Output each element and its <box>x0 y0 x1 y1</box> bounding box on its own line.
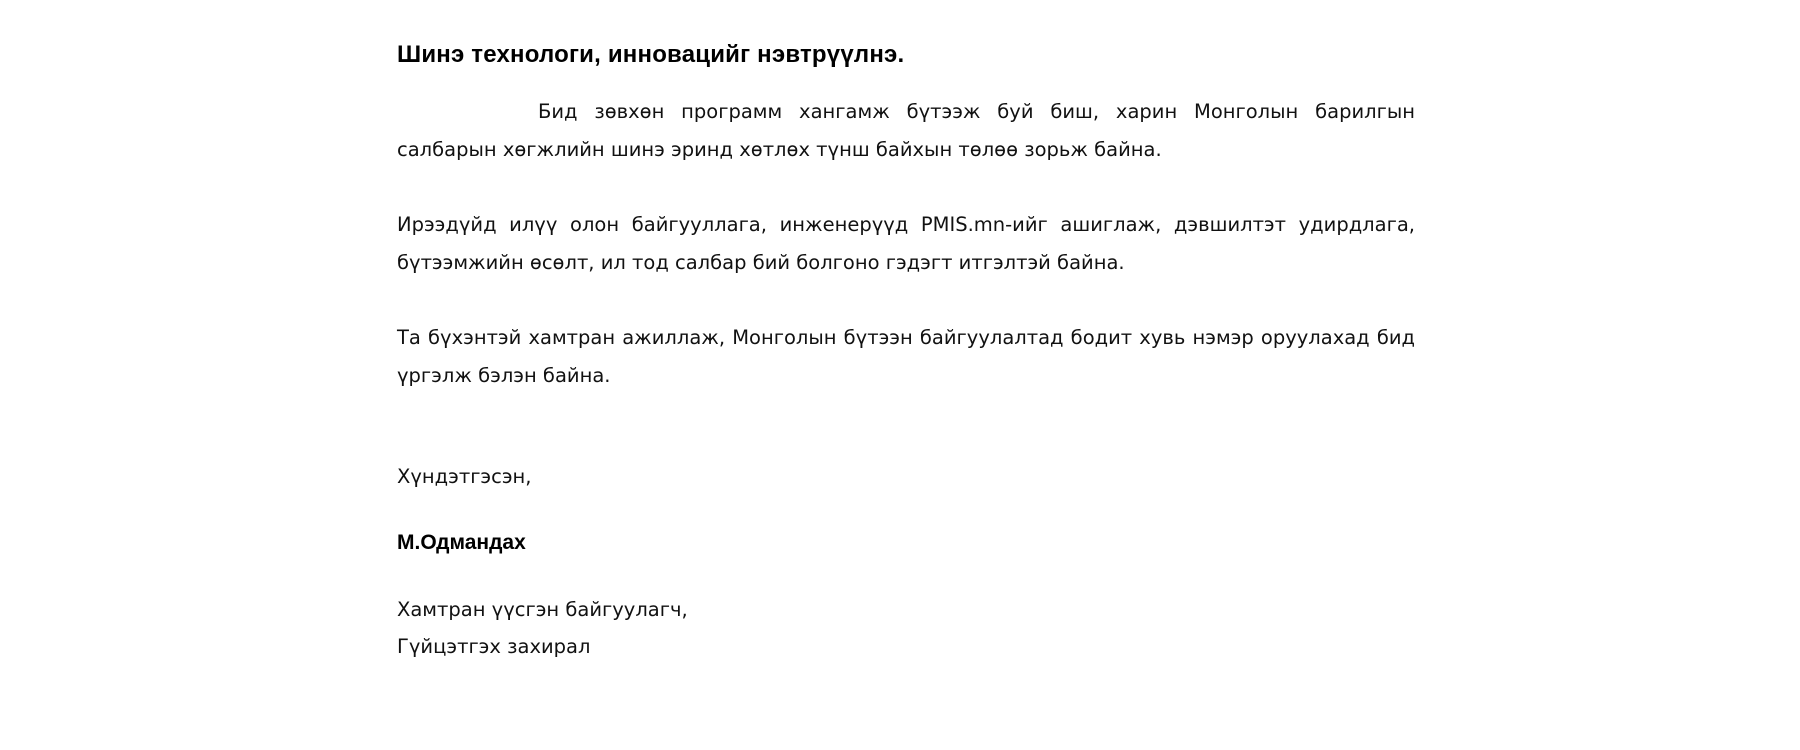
paragraph-future: Ирээдүйд илүү олон байгууллага, инженерүүд PMIS.mn-ийг ашиглаж, дэвшилтэт удирдлага, бүтээмжийн өсөлт, ил тод салбар бий болгоно гэдэгт итгэлтэй байна. <box>397 213 1415 274</box>
section-heading: Шинэ технологи, инновацийг нэвтрүүлнэ. <box>397 41 905 68</box>
paragraph-vision: Бид зөвхөн программ хангамж бүтээж буй биш, харин Монголын барилгын салбарын хөгжлийн шинэ эринд хөтлөх түнш байхын төлөө зорьж байна. <box>397 100 1415 161</box>
closing-salutation: Хүндэтгэсэн, <box>397 465 532 488</box>
signer-title-cofounder: Хамтран үүсгэн байгуулагч, <box>397 598 688 621</box>
paragraph-cooperation: Та бүхэнтэй хамтран ажиллаж, Монголын бүтээн байгуулалтад бодит хувь нэмэр оруулахад бид үргэлж бэлэн байна. <box>397 326 1415 387</box>
signer-name: М.Одмандах <box>397 531 526 554</box>
signer-title-ceo: Гүйцэтгэх захирал <box>397 635 591 658</box>
